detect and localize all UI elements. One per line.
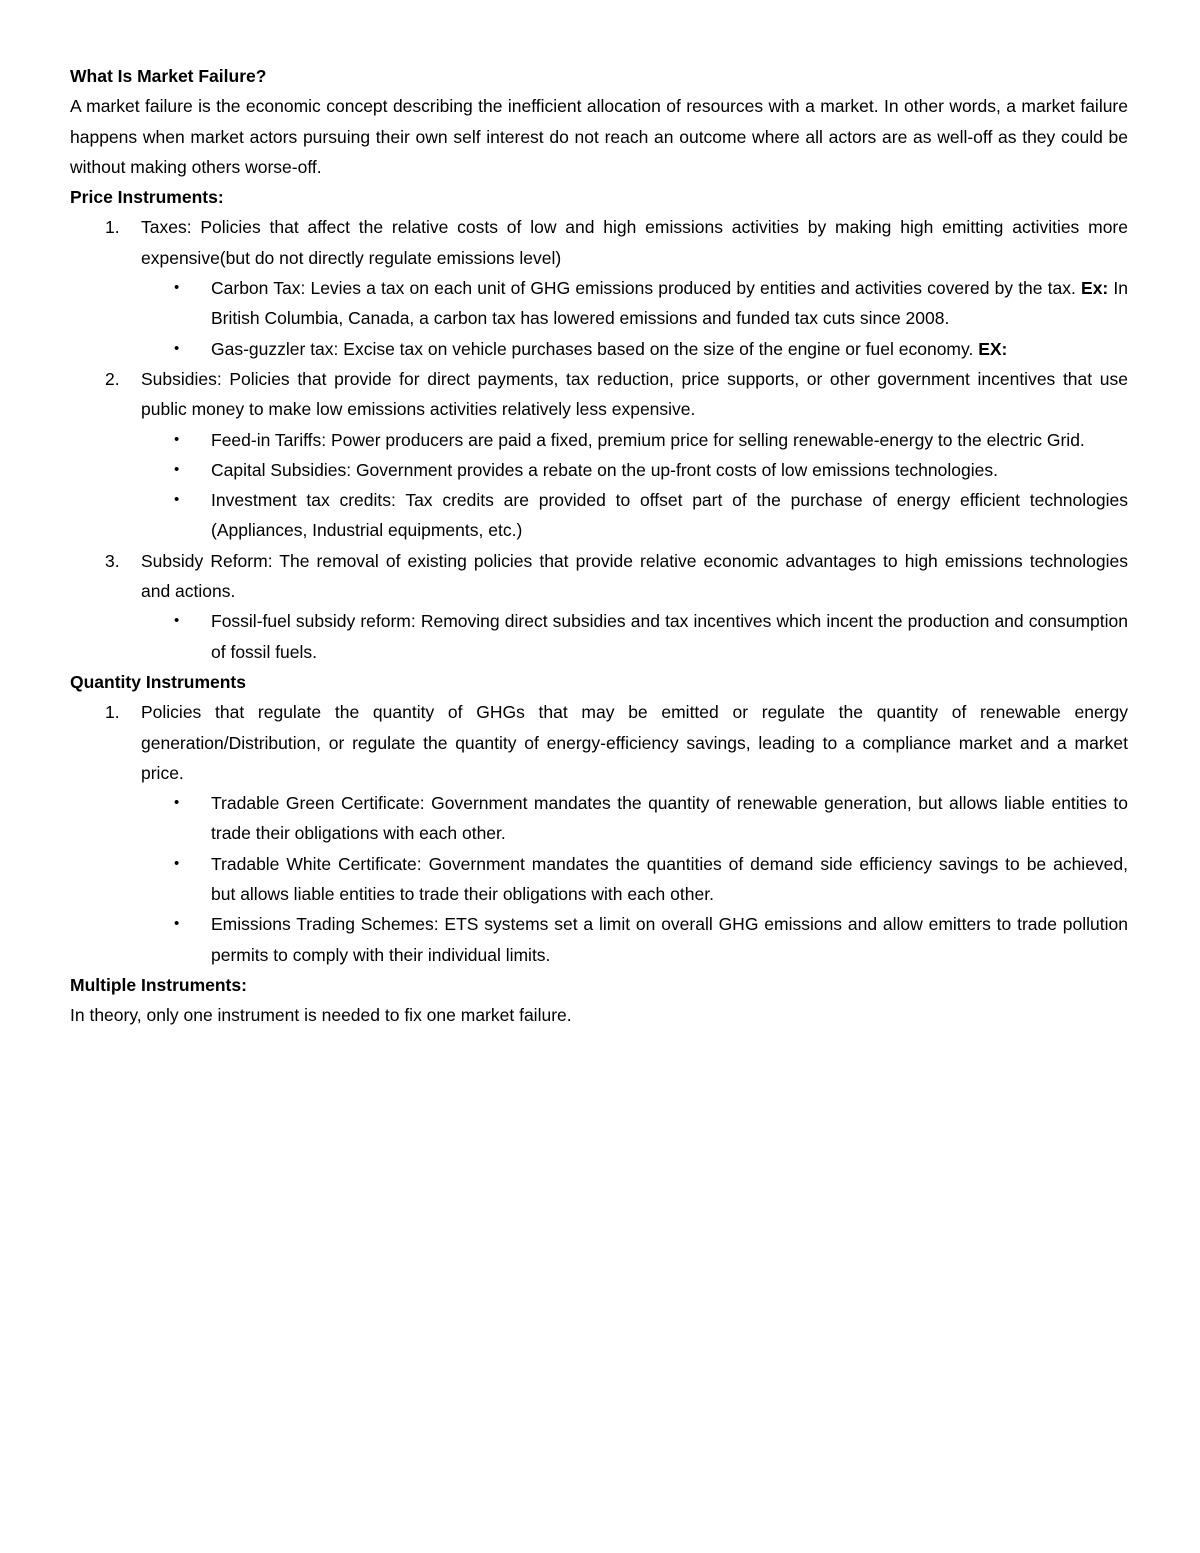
example-label: EX:: [978, 338, 1008, 359]
sub-list-item: [70, 455, 1128, 485]
bullet-icon: •: [174, 339, 180, 357]
list-item: [70, 546, 1128, 667]
example-label: Ex:: [1081, 278, 1109, 299]
bullet-icon: •: [174, 430, 180, 448]
sub-item-text-cont: In British Columbia, Canada, a carbon tax has lowered emissions and funded tax cuts since 2008.: [211, 278, 1128, 329]
list-item-text: Subsidy Reform: The removal of existing policies that provide relative economic advantages to high emissions technologies and actions.: [141, 550, 1128, 602]
heading-market-failure: What Is Market Failure?: [70, 66, 267, 86]
sub-list-item: [70, 273, 1128, 334]
list-item: [70, 364, 1128, 546]
sub-list-item: [70, 485, 1128, 546]
heading-quantity-instruments: Quantity Instruments: [70, 671, 246, 692]
list-number: 3.: [105, 550, 120, 571]
bullet-icon: •: [174, 612, 180, 630]
multiple-instruments-paragraph: In theory, only one instrument is needed to fix one market failure.: [70, 1005, 572, 1026]
sub-item-text: Capital Subsidies: Government provides a rebate on the up-front costs of low emissions technologies.: [211, 459, 998, 480]
heading-multiple-instruments: Multiple Instruments:: [70, 974, 247, 995]
sub-list: [141, 788, 1128, 970]
sub-list-item: [70, 334, 1128, 364]
list-item: [70, 697, 1128, 970]
sub-list: [141, 273, 1128, 364]
bullet-icon: •: [174, 854, 180, 872]
sub-item-text: Gas-guzzler tax: Excise tax on vehicle purchases based on the size of the engine or fuel economy.: [211, 338, 979, 359]
sub-item-text: Fossil-fuel subsidy reform: Removing direct subsidies and tax incentives which incent the production and consumption of fossil fuels.: [211, 611, 1128, 662]
sub-item-text: Tradable Green Certificate: Government mandates the quantity of renewable generation, but allows liable entities to trade their obligations with each other.: [211, 793, 1128, 844]
list-number: 1.: [105, 217, 120, 238]
list-item-text: Taxes: Policies that affect the relative costs of low and high emissions activities by making high emitting activities more expensive(but do not directly regulate emissions level): [141, 217, 1128, 268]
sub-item-text: Tradable White Certificate: Government mandates the quantities of demand side efficiency savings to be achieved, but allows liable entities to trade their obligations with each other.: [211, 853, 1128, 905]
list-item-text: Policies that regulate the quantity of GHGs that may be emitted or regulate the quantity of renewable energy generation/Distribution, or regulate the quantity of energy-efficiency savings, leading to a compliance market and a market price.: [141, 702, 1128, 783]
price-instruments-list: [70, 212, 1128, 666]
list-number: 1.: [105, 702, 120, 723]
sub-list: [141, 425, 1128, 546]
sub-item-text: Feed-in Tariffs: Power producers are paid a fixed, premium price for selling renewable-energy to the electric Grid.: [211, 429, 1085, 450]
sub-list-item: [70, 849, 1128, 910]
sub-list: [141, 606, 1128, 667]
document-page: [70, 61, 1128, 1031]
bullet-icon: •: [174, 491, 180, 509]
sub-item-text: Investment tax credits: Tax credits are provided to offset part of the purchase of energy efficient technologies (Appliances, Industrial equipments, etc.): [211, 490, 1128, 541]
bullet-icon: •: [174, 794, 180, 812]
sub-list-item: [70, 909, 1128, 970]
bullet-icon: •: [174, 460, 180, 478]
sub-item-text: Carbon Tax: Levies a tax on each unit of GHG emissions produced by entities and activities covered by the tax.: [211, 278, 1082, 299]
heading-price-instruments: Price Instruments:: [70, 187, 224, 208]
bullet-icon: •: [174, 279, 180, 297]
sub-list-item: [70, 425, 1128, 455]
sub-list-item: [70, 788, 1128, 849]
bullet-icon: •: [174, 915, 180, 933]
list-number: 2.: [105, 368, 120, 389]
sub-item-text: Emissions Trading Schemes: ETS systems set a limit on overall GHG emissions and allow emitters to trade pollution permits to comply with their individual limits.: [211, 914, 1128, 965]
sub-list-item: [70, 606, 1128, 667]
list-item-text: Subsidies: Policies that provide for direct payments, tax reduction, price supports, or other government incentives that use public money to make low emissions activities relatively less expensive.: [141, 368, 1128, 420]
list-item: [70, 212, 1128, 363]
quantity-instruments-list: [70, 697, 1128, 970]
market-failure-paragraph: A market failure is the economic concept describing the inefficient allocation of resources with a market. In other words, a market failure happens when market actors pursuing their own self interest do not reach an outcome where all actors are as well-off as they could be without making others worse-off.: [70, 96, 1128, 177]
